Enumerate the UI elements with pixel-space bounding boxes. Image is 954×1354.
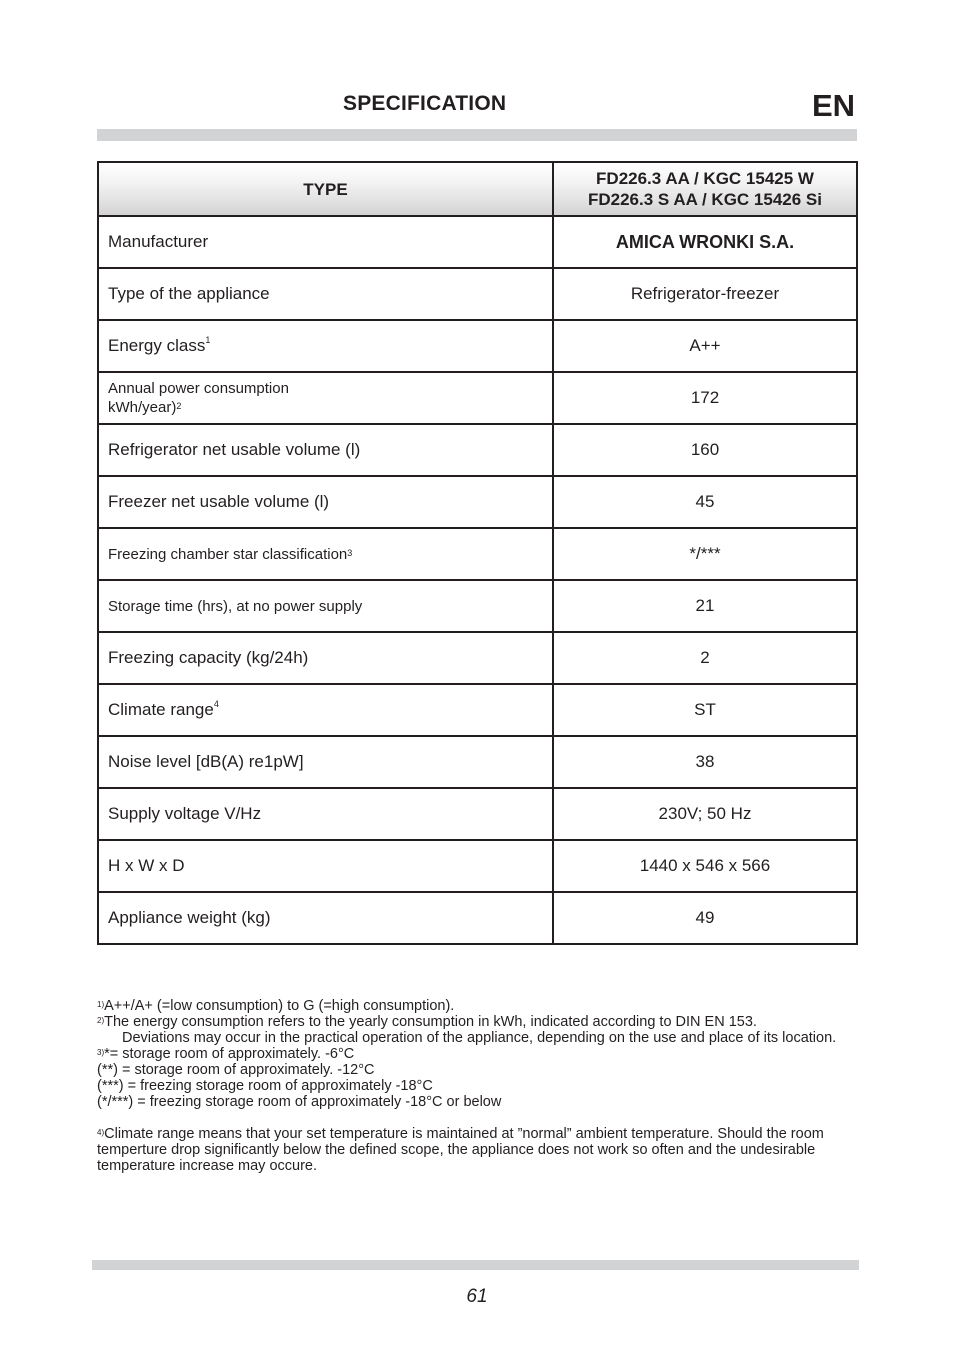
table-row — [98, 684, 857, 736]
table-row — [98, 216, 857, 268]
models-header — [553, 162, 857, 216]
row-value: 172 — [553, 372, 857, 424]
table-row — [98, 788, 857, 840]
row-value: 49 — [553, 892, 857, 944]
row-value: 1440 x 546 x 566 — [553, 840, 857, 892]
table-row — [98, 476, 857, 528]
table-row — [98, 892, 857, 944]
row-value: 38 — [553, 736, 857, 788]
footnote-3-line: (***) = freezing storage room of approximately -18°C — [97, 1078, 433, 1094]
table-row — [98, 528, 857, 580]
row-value: */*** — [553, 528, 857, 580]
page-title: SPECIFICATION — [343, 92, 507, 115]
header-divider — [97, 129, 857, 141]
footnote-ref: 3 — [347, 547, 353, 558]
table-row — [98, 840, 857, 892]
type-header: TYPE — [98, 162, 553, 216]
footnote-3-line: (**) = storage room of approximately. -12°C — [97, 1062, 375, 1078]
footnote-2: $^{2)}$The energy consumption refers to the yearly consumption in kWh, indicated according to DIN EN 153. — [97, 1014, 757, 1030]
row-value: AMICA WRONKI S.A. — [553, 216, 857, 268]
row-value: 2 — [553, 632, 857, 684]
footnote-2-continued: Deviations may occur in the practical operation of the appliance, depending on the use and place of its location. — [122, 1030, 837, 1046]
footnote-1: $^{1)}$A++/A+ (=low consumption) to G (=high consumption). — [97, 998, 455, 1014]
row-label: Appliance weight (kg) — [98, 892, 553, 944]
row-label: Manufacturer — [98, 216, 553, 268]
footnote-ref: 4 — [213, 699, 219, 709]
footnote-3: $^{3)}$*= storage room of approximately. -6°C — [97, 1046, 355, 1062]
table-row — [98, 736, 857, 788]
specification-table — [97, 161, 858, 945]
table-row — [98, 320, 857, 372]
row-label: Climate range$^4$ — [98, 684, 553, 736]
row-value: Refrigerator-freezer — [553, 268, 857, 320]
row-label: Noise level [dB(A) re1pW] — [98, 736, 553, 788]
table-row — [98, 632, 857, 684]
table-row — [98, 424, 857, 476]
row-label: Type of the appliance — [98, 268, 553, 320]
row-label: Energy class$^1$ — [98, 320, 553, 372]
row-label: Annual power consumption kWh/year)$^2$ — [98, 372, 553, 424]
row-label: Freezing chamber star classification$^3$ — [98, 528, 553, 580]
table-header-row — [98, 162, 857, 216]
row-label: Storage time (hrs), at no power supply — [98, 580, 553, 632]
footnote-4: $^{4)}$Climate range means that your set temperature is maintained at ”normal” ambient temperature. Should the room temperture drop significantly below the defined scope, the appliance does not work so often and the undesirable temperature increase may occure. — [97, 1126, 824, 1174]
footnote-3-line: (*/***) = freezing storage room of approximately -18°C or below — [97, 1094, 502, 1110]
row-value: 21 — [553, 580, 857, 632]
footnote-ref: 1 — [205, 335, 211, 345]
row-label: Freezing capacity (kg/24h) — [98, 632, 553, 684]
footnote-ref: 2 — [176, 401, 182, 411]
row-value: 45 — [553, 476, 857, 528]
table-row — [98, 372, 857, 424]
row-label: Refrigerator net usable volume (l) — [98, 424, 553, 476]
row-label: Freezer net usable volume (l) — [98, 476, 553, 528]
row-value: ST — [553, 684, 857, 736]
row-value: A++ — [553, 320, 857, 372]
model-line: FD226.3 S AA / KGC 15426 Si — [587, 190, 822, 209]
footer-divider — [92, 1260, 859, 1270]
footnotes — [97, 998, 857, 1174]
row-value: 230V; 50 Hz — [553, 788, 857, 840]
row-label: Supply voltage V/Hz — [98, 788, 553, 840]
page-number: 61 — [466, 1286, 488, 1307]
table-row — [98, 268, 857, 320]
model-line: FD226.3 AA / KGC 15425 W — [596, 169, 814, 188]
language-code: EN — [812, 88, 856, 123]
row-label: H x W x D — [98, 840, 553, 892]
row-value: 160 — [553, 424, 857, 476]
table-row — [98, 580, 857, 632]
